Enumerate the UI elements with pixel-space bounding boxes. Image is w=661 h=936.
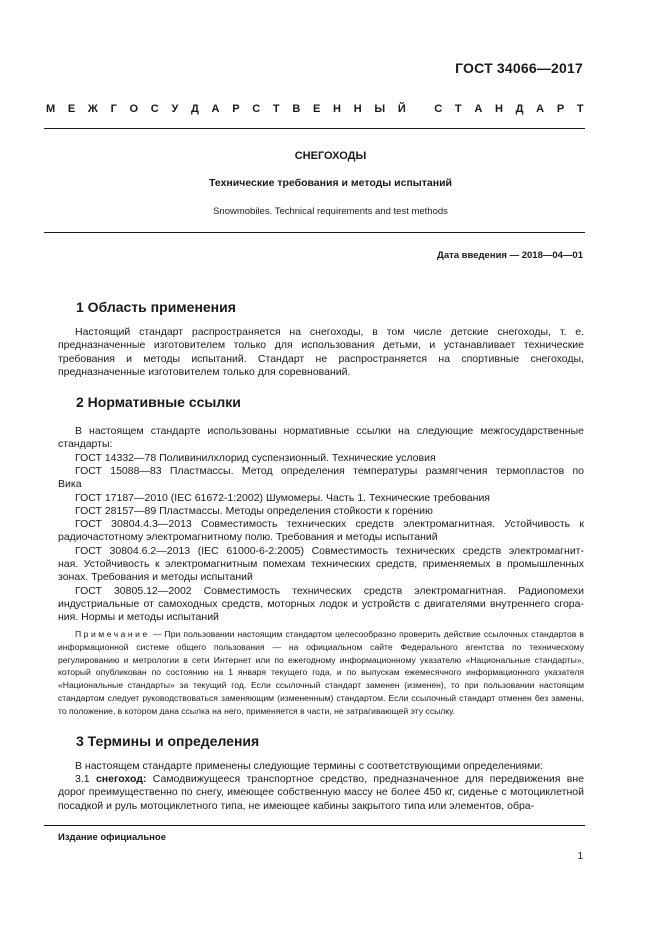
banner-letter: С [150, 103, 159, 115]
section-1-text: Настоящий стандарт распространяется на снегоходы, в том числе детские снегоходы, т. е. предназначенные изготовителем только для использования детьми, и устанавливает технические требования и методы испытаний. Стандарт не распространяется на спортивные снегоходы, предназначенные изготовителем только для соревнований. [58, 326, 584, 378]
top-divider [44, 128, 585, 129]
banner-letter: В [292, 103, 301, 115]
title-divider [44, 232, 585, 233]
reference-line: ГОСТ 28157—89 Пластмассы. Методы определения стойкости к горению [75, 504, 433, 517]
banner-letter: Е [313, 103, 321, 115]
footer-divider [44, 825, 585, 826]
gost-number: ГОСТ 34066—2017 [455, 60, 583, 76]
reference-line: В настоящем стандарте использованы нормативные ссылки на следующие межгосударственные [75, 425, 584, 437]
reference-line: ГОСТ 30805.12—2002 Совместимость технических средств электромагнитная. Радиопомехи [75, 584, 584, 597]
banner-letter: Р [232, 103, 240, 115]
banner-letter: А [474, 103, 483, 115]
reference-line: ная. Устойчивость к электромагнитным помехам технических средств, применяемых в промышленных [58, 558, 584, 570]
banner-letter: Н [353, 103, 362, 115]
banner-letter: Р [556, 103, 565, 115]
banner-letter: Т [272, 103, 280, 115]
reference-line: ГОСТ 30804.4.3—2013 Совместимость технических средств электромагнитная. Устойчивость к [75, 518, 584, 531]
term-number: 3.1 [75, 773, 96, 785]
banner-letter: С [434, 103, 443, 115]
banner-letter: Н [333, 103, 341, 115]
banner-letter: Т [454, 103, 462, 115]
reference-line: Вика [58, 478, 82, 491]
interstate-standard-banner [46, 103, 584, 115]
banner-letter: А [536, 103, 545, 115]
document-subtitle: Технические требования и методы испытаний [209, 177, 452, 189]
banner-letter: Г [110, 103, 117, 115]
reference-line: ГОСТ 14332—78 Поливинилхлорид суспензионный. Технические условия [75, 451, 436, 464]
banner-letter: С [252, 103, 261, 115]
reference-line: зонах. Требования и методы испытаний [58, 571, 253, 584]
banner-letter: Й [397, 103, 406, 115]
banner-letter [418, 103, 421, 115]
english-title: Snowmobiles. Technical requirements and test methods [213, 206, 448, 217]
note-label: Примечание [75, 629, 150, 639]
reference-line: ГОСТ 17187—2010 (IEC 61672-1:2002) Шумомеры. Часть 1. Технические требования [75, 491, 490, 504]
section-3-intro: В настоящем стандарте применены следующие термины с соответствующими определениями: [75, 760, 544, 772]
banner-letter: У [171, 103, 179, 115]
banner-letter: Ы [374, 103, 386, 115]
reference-line: ния. Нормы и методы испытаний [58, 611, 219, 624]
banner-letter: О [129, 103, 139, 115]
page-number: 1 [577, 851, 583, 862]
introduction-date: Дата введения — 2018—04—01 [437, 250, 583, 261]
note-text: — При пользовании настоящим стандартом целесообразно проверить действие ссылочных стандартов в информационной системе общего пользования — на официальном сайте Федерального агентства по техническому регулированию и метрологии в сети Интернет или по ежегодному информационному указателю «Национальные стандарты», который опубликован по состоянию на 1 января текущего года, и по выпускам ежемесячного информационного указателя «Национальные стандарты» за текущий год. Если ссылочный стандарт заменен (изменен), то при пользовании настоящим стандартом следует руководствоваться заменяющим (измененным) стандартом. Если ссылочный стандарт отменен без замены, то положение, в котором дана ссылка на него, применяется в части, не затрагивающей эту ссылку. [58, 629, 584, 716]
banner-letter: Е [67, 103, 76, 115]
banner-letter: М [46, 103, 56, 115]
section-1-heading: 1 Область применения [76, 299, 236, 315]
banner-letter: А [211, 103, 220, 115]
reference-line: ГОСТ 15088—83 Пластмассы. Метод определения температуры размягчения термопластов по [75, 464, 584, 477]
banner-letter: Ж [87, 103, 98, 115]
reference-line: индустриальные от самоходных средств, моторных лодок и устройств с двигателями внутреннего сгора- [58, 597, 584, 610]
official-edition-label: Издание официальное [58, 832, 166, 843]
term-name: снегоход: [95, 773, 147, 785]
banner-letter: Т [576, 103, 584, 115]
reference-line: ГОСТ 30804.6.2—2013 (IEC 61000-6-2:2005) Совместимость технических средств электромагнит- [75, 544, 584, 557]
reference-line: стандарты: [58, 438, 113, 451]
banner-letter: Д [515, 103, 524, 115]
banner-letter: Н [494, 103, 503, 115]
term-3-1 [58, 773, 584, 813]
banner-letter: Д [191, 103, 199, 115]
reference-line: радиочастотному электромагнитному полю. Требования и методы испытаний [58, 531, 438, 544]
term-definition: Самодвижущееся транспортное средство, предназначенное для передвижения вне дорог преимущественно по снегу, имеющее собственную массу не более 450 кг, сиденье с мотоциклетной посадкой и руль мотоциклетного типа, не имеющее кабины закрытого типа или элементов, обра- [58, 773, 584, 812]
section-2-heading: 2 Нормативные ссылки [76, 394, 241, 410]
section-2-note [58, 628, 584, 718]
section-3-heading: 3 Термины и определения [76, 733, 260, 749]
document-title: СНЕГОХОДЫ [294, 150, 367, 162]
